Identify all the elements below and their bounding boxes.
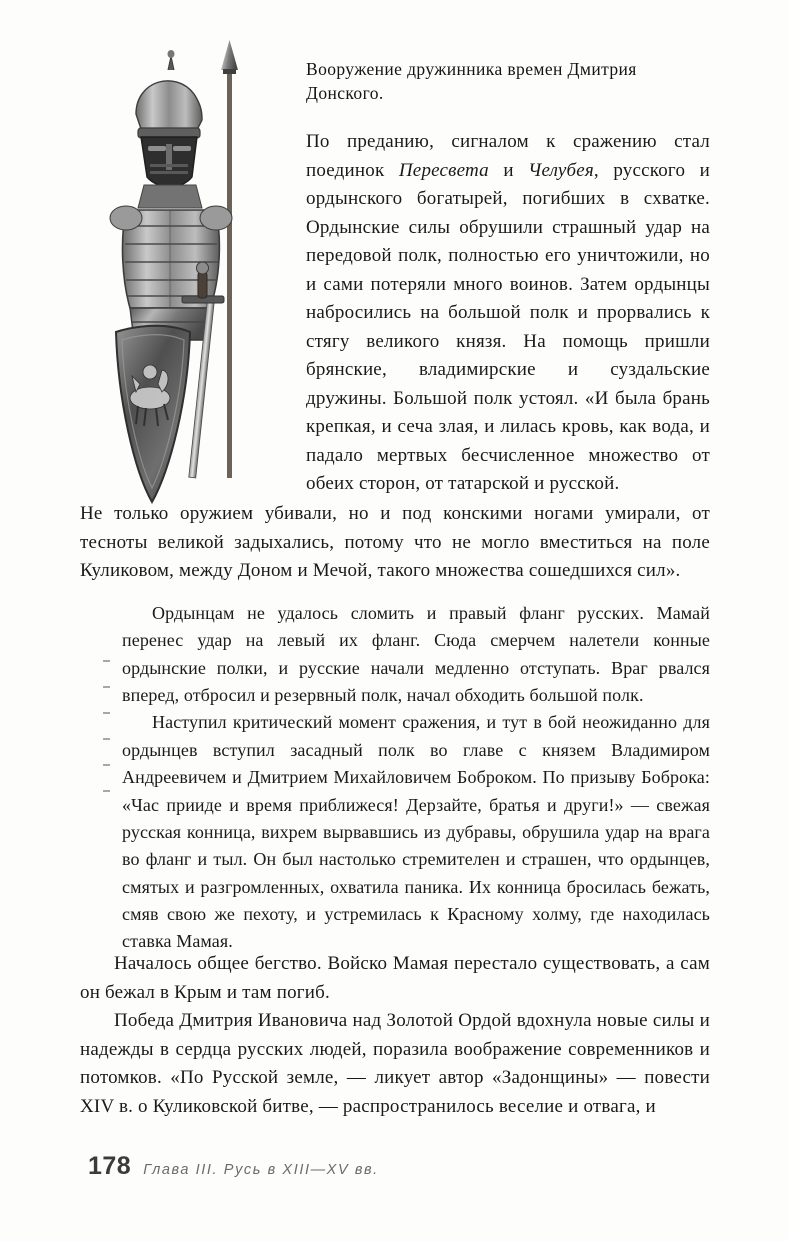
figure-caption: Вооружение дружинника времен Дмитрия Донского. — [306, 59, 637, 103]
final-paragraph-1: Началось общее бегство. Войско Мамая перестало существовать, а сам он бежал в Крым и там погиб. — [80, 953, 710, 1003]
final-block — [80, 950, 710, 1121]
margin-ticks — [103, 660, 113, 816]
paragraph-text-part2: и — [488, 159, 529, 181]
margin-tick — [103, 764, 110, 766]
paragraph-text-part3: , русского и ордынского богатырей, погибших в схватке. Ордынские силы обрушили страшный удар на передовой полк, полностью его уничтожили, но и сами потеряли много воинов. Затем ордынцы набросились на большой полк и прорвались к стягу великого князя. На помощь пришли брянские, владимирские и суздальские дружины. Большой полк устоял. «И была брань крепкая, и сеча злая, и лилась кровь, как вода, и падало мертвых бесчисленное множество от обеих сторон, от татарской и русской. — [306, 159, 710, 494]
spear-head — [221, 40, 238, 70]
spear-shaft — [227, 68, 232, 478]
chapter-label: Глава III. Русь в XIII—XV вв. — [143, 1162, 379, 1178]
margin-tick — [103, 738, 110, 740]
paragraph-text-part1: По преданию, сигналом к сражению стал поединок — [306, 131, 710, 181]
page-number: 178 — [88, 1152, 132, 1180]
margin-tick — [103, 712, 110, 714]
paragraph-beside-figure — [306, 128, 710, 499]
name-peresvet: Пересвета — [398, 159, 489, 181]
cuirass — [110, 206, 232, 340]
armor-illustration-svg — [78, 40, 296, 510]
inset-block — [122, 600, 710, 956]
name-chelubey: Челубея — [528, 159, 594, 181]
inset-paragraph-1: Ордынцам не удалось сломить и правый фланг русских. Мамай перенес удар на левый их фланг. Сюда смерчем налетели конные ордынские полки, и русские начали медленно отступать. Враг рвался вперед, отбросил и резервный полк, начал обходить большой полк. — [122, 603, 710, 706]
margin-tick — [103, 790, 110, 792]
shield — [116, 326, 190, 502]
final-paragraph-2: Победа Дмитрия Ивановича над Золотой Ордой вдохнула новые силы и надежды в сердца русских людей, поразила воображение современников и потомков. «По Русской земле, — ликует автор «Задонщины» — повести XIV в. о Куликовской битве, — распространилось веселие и отвага, и — [80, 1010, 710, 1117]
armor-illustration — [78, 40, 296, 510]
margin-tick — [103, 660, 110, 662]
page-footer — [88, 1152, 379, 1181]
margin-tick — [103, 686, 110, 688]
inset-paragraph-2: Наступил критический момент сражения, и тут в бой неожиданно для ордынцев вступил засадный полк во главе с князем Владимиром Андреевичем и Дмитрием Михайловичем Боброком. По призыву Боброка: «Час прииде и время приближеся! Дерзайте, братья и други!» — свежая русская конница, вихрем вырвавшись из дубравы, обрушила удар на врага во фланг и тыл. Он был настолько стремителен и страшен, что ордынцев, смятых и разгромленных, охватила паника. Их конница бросилась бежать, смяв свою же пехоту, и устремилась к Красному холму, где находилась ставка Мамая. — [122, 712, 710, 952]
helmet — [136, 50, 202, 187]
paragraph-quote-continuation: Не только оружием убивали, но и под конскими ногами умирали, от тесноты великой задыхались, потому что не могло вместиться на поле Куликовом, между Доном и Мечой, такого множества сошедшихся сил». — [80, 503, 710, 581]
